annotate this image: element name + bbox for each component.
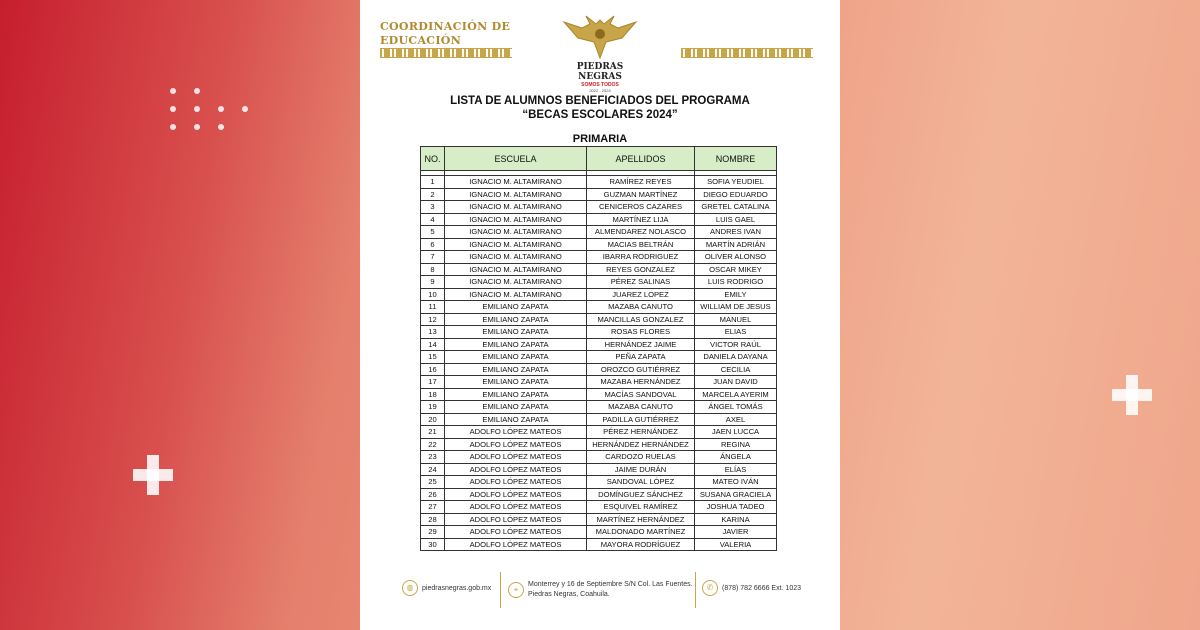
row-school: EMILIANO ZAPATA xyxy=(445,401,587,414)
row-school: IGNACIO M. ALTAMIRANO xyxy=(445,251,587,264)
row-name: VICTOR RAÚL xyxy=(695,338,777,351)
row-surnames: HERNÁNDEZ HERNÁNDEZ xyxy=(587,438,695,451)
row-surnames: REYES GONZALEZ xyxy=(587,263,695,276)
table-row xyxy=(421,401,777,414)
row-name: ÁNGEL TOMÁS xyxy=(695,401,777,414)
row-number: 22 xyxy=(421,438,445,451)
row-name: ELÍAS xyxy=(695,463,777,476)
table-row xyxy=(421,351,777,364)
row-number: 11 xyxy=(421,301,445,314)
row-number: 4 xyxy=(421,213,445,226)
row-name: VALERIA xyxy=(695,538,777,551)
row-surnames: ALMENDAREZ NOLASCO xyxy=(587,226,695,239)
row-number: 19 xyxy=(421,401,445,414)
row-number: 7 xyxy=(421,251,445,264)
row-school: IGNACIO M. ALTAMIRANO xyxy=(445,263,587,276)
row-number: 1 xyxy=(421,176,445,189)
row-school: ADOLFO LÓPEZ MATEOS xyxy=(445,451,587,464)
row-school: IGNACIO M. ALTAMIRANO xyxy=(445,288,587,301)
row-name: JUAN DAVID xyxy=(695,376,777,389)
row-number: 27 xyxy=(421,501,445,514)
row-school: EMILIANO ZAPATA xyxy=(445,326,587,339)
row-school: IGNACIO M. ALTAMIRANO xyxy=(445,276,587,289)
row-name: DIEGO EDUARDO xyxy=(695,188,777,201)
table-body xyxy=(421,171,777,551)
table-row xyxy=(421,426,777,439)
row-name: AXEL xyxy=(695,413,777,426)
row-name: JOSHUA TADEO xyxy=(695,501,777,514)
table-row xyxy=(421,338,777,351)
table-row xyxy=(421,326,777,339)
row-surnames: GUZMAN MARTÍNEZ xyxy=(587,188,695,201)
row-name: MANUEL xyxy=(695,313,777,326)
table-row xyxy=(421,413,777,426)
column-header: APELLIDOS xyxy=(587,147,695,171)
plus-decoration-left xyxy=(133,455,173,495)
row-school: EMILIANO ZAPATA xyxy=(445,363,587,376)
document-title: LISTA DE ALUMNOS BENEFICIADOS DEL PROGRAMA “BECAS ESCOLARES 2024” xyxy=(450,95,750,121)
row-school: IGNACIO M. ALTAMIRANO xyxy=(445,176,587,189)
row-number: 18 xyxy=(421,388,445,401)
table-row xyxy=(421,251,777,264)
row-name: MARCELA AYERIM xyxy=(695,388,777,401)
row-number: 26 xyxy=(421,488,445,501)
document-footer xyxy=(360,572,840,608)
row-number: 15 xyxy=(421,351,445,364)
row-number: 6 xyxy=(421,238,445,251)
table-row xyxy=(421,376,777,389)
row-number: 20 xyxy=(421,413,445,426)
row-number: 12 xyxy=(421,313,445,326)
address-line1: Monterrey y 16 de Septiembre S/N Col. Las Fuentes. xyxy=(528,581,693,588)
greek-border-right xyxy=(681,48,813,58)
table-row xyxy=(421,501,777,514)
row-school: IGNACIO M. ALTAMIRANO xyxy=(445,201,587,214)
row-surnames: IBARRA RODRIGUEZ xyxy=(587,251,695,264)
row-school: ADOLFO LÓPEZ MATEOS xyxy=(445,501,587,514)
row-name: OLIVER ALONSO xyxy=(695,251,777,264)
column-header: NO. xyxy=(421,147,445,171)
table-row xyxy=(421,476,777,489)
row-number: 5 xyxy=(421,226,445,239)
row-surnames: MACIAS BELTRÁN xyxy=(587,238,695,251)
row-name: DANIELA DAYANA xyxy=(695,351,777,364)
row-school: EMILIANO ZAPATA xyxy=(445,413,587,426)
row-surnames: MARTÍNEZ LIJA xyxy=(587,213,695,226)
row-number: 30 xyxy=(421,538,445,551)
row-school: EMILIANO ZAPATA xyxy=(445,313,587,326)
row-name: EMILY xyxy=(695,288,777,301)
row-number: 8 xyxy=(421,263,445,276)
table-row xyxy=(421,201,777,214)
row-surnames: PÉREZ HERNÁNDEZ xyxy=(587,426,695,439)
row-number: 14 xyxy=(421,338,445,351)
row-school: EMILIANO ZAPATA xyxy=(445,376,587,389)
row-school: EMILIANO ZAPATA xyxy=(445,301,587,314)
row-school: EMILIANO ZAPATA xyxy=(445,351,587,364)
website-text: piedrasnegras.gob.mx xyxy=(422,584,492,592)
table-row xyxy=(421,176,777,189)
table-row xyxy=(421,451,777,464)
table-row xyxy=(421,188,777,201)
row-name: CECILIA xyxy=(695,363,777,376)
row-surnames: MAZABA CANUTO xyxy=(587,401,695,414)
footer-divider xyxy=(695,572,696,608)
org-name: COORDINACIÓN DE EDUCACIÓN xyxy=(380,20,511,47)
table-row xyxy=(421,538,777,551)
row-name: REGINA xyxy=(695,438,777,451)
row-school: ADOLFO LÓPEZ MATEOS xyxy=(445,426,587,439)
row-surnames: SANDOVAL LÓPEZ xyxy=(587,476,695,489)
table-row xyxy=(421,513,777,526)
table-row xyxy=(421,238,777,251)
address-item xyxy=(508,580,693,600)
row-surnames: OROZCO GUTIÉRREZ xyxy=(587,363,695,376)
row-surnames: PÉREZ SALINAS xyxy=(587,276,695,289)
row-number: 29 xyxy=(421,526,445,539)
row-school: ADOLFO LÓPEZ MATEOS xyxy=(445,463,587,476)
row-name: GRETEL CATALINA xyxy=(695,201,777,214)
row-surnames: MALDONADO MARTÍNEZ xyxy=(587,526,695,539)
row-number: 23 xyxy=(421,451,445,464)
row-number: 17 xyxy=(421,376,445,389)
table-row xyxy=(421,301,777,314)
document-page xyxy=(360,0,840,630)
greek-border-left xyxy=(380,48,512,58)
row-surnames: DOMÍNGUEZ SÁNCHEZ xyxy=(587,488,695,501)
row-school: ADOLFO LÓPEZ MATEOS xyxy=(445,438,587,451)
row-surnames: PEÑA ZAPATA xyxy=(587,351,695,364)
column-header: NOMBRE xyxy=(695,147,777,171)
row-surnames: PADILLA GUTIÉRREZ xyxy=(587,413,695,426)
beneficiaries-table xyxy=(420,146,777,551)
row-name: ELIAS xyxy=(695,326,777,339)
table-row xyxy=(421,226,777,239)
address-line2: Piedras Negras, Coahuila. xyxy=(528,591,610,598)
row-school: EMILIANO ZAPATA xyxy=(445,338,587,351)
decorative-dots xyxy=(170,88,250,136)
row-number: 10 xyxy=(421,288,445,301)
row-number: 21 xyxy=(421,426,445,439)
table-row xyxy=(421,363,777,376)
table-row xyxy=(421,488,777,501)
row-number: 28 xyxy=(421,513,445,526)
row-surnames: JAIME DURÁN xyxy=(587,463,695,476)
row-school: IGNACIO M. ALTAMIRANO xyxy=(445,213,587,226)
row-name: MARTÍN ADRIÁN xyxy=(695,238,777,251)
row-name: OSCAR MIKEY xyxy=(695,263,777,276)
table-row xyxy=(421,276,777,289)
table-row xyxy=(421,213,777,226)
row-school: IGNACIO M. ALTAMIRANO xyxy=(445,188,587,201)
row-number: 13 xyxy=(421,326,445,339)
table-row xyxy=(421,288,777,301)
table-row xyxy=(421,388,777,401)
phone-item xyxy=(702,580,801,596)
row-surnames: CARDOZO RUELAS xyxy=(587,451,695,464)
row-school: ADOLFO LÓPEZ MATEOS xyxy=(445,526,587,539)
row-surnames: ESQUIVEL RAMÍREZ xyxy=(587,501,695,514)
row-school: ADOLFO LÓPEZ MATEOS xyxy=(445,488,587,501)
table-row xyxy=(421,463,777,476)
eagle-icon xyxy=(560,14,640,62)
row-school: IGNACIO M. ALTAMIRANO xyxy=(445,226,587,239)
row-name: LUIS GAEL xyxy=(695,213,777,226)
row-surnames: CENICEROS CAZARES xyxy=(587,201,695,214)
row-school: EMILIANO ZAPATA xyxy=(445,388,587,401)
row-surnames: MANCILLAS GONZALEZ xyxy=(587,313,695,326)
row-surnames: MACÍAS SANDOVAL xyxy=(587,388,695,401)
row-name: MATEO IVÁN xyxy=(695,476,777,489)
row-school: ADOLFO LÓPEZ MATEOS xyxy=(445,538,587,551)
row-number: 3 xyxy=(421,201,445,214)
phone-text: (878) 782 6666 Ext. 1023 xyxy=(722,584,802,592)
row-surnames: HERNÁNDEZ JAIME xyxy=(587,338,695,351)
row-number: 16 xyxy=(421,363,445,376)
row-number: 25 xyxy=(421,476,445,489)
row-school: IGNACIO M. ALTAMIRANO xyxy=(445,238,587,251)
table-row xyxy=(421,313,777,326)
plus-decoration-right xyxy=(1112,375,1152,415)
row-name: ÁNGELA xyxy=(695,451,777,464)
row-surnames: RAMÍREZ REYES xyxy=(587,176,695,189)
row-surnames: MAYORA RODRÍGUEZ xyxy=(587,538,695,551)
row-surnames: JUAREZ LOPEZ xyxy=(587,288,695,301)
table-row xyxy=(421,526,777,539)
table-row xyxy=(421,263,777,276)
row-number: 24 xyxy=(421,463,445,476)
row-surnames: MARTÍNEZ HERNÁNDEZ xyxy=(587,513,695,526)
row-name: SOFIA YEUDIEL xyxy=(695,176,777,189)
row-name: JAEN LUCCA xyxy=(695,426,777,439)
table-row xyxy=(421,438,777,451)
row-name: LUIS RODRIGO xyxy=(695,276,777,289)
row-name: JAVIER xyxy=(695,526,777,539)
section-title: PRIMARIA xyxy=(572,133,628,145)
website-item xyxy=(402,580,491,596)
row-name: SUSANA GRACIELA xyxy=(695,488,777,501)
table-header-row xyxy=(421,147,777,171)
column-header: ESCUELA xyxy=(445,147,587,171)
phone-icon: ✆ xyxy=(702,580,718,596)
row-name: ANDRES IVAN xyxy=(695,226,777,239)
row-number: 2 xyxy=(421,188,445,201)
row-surnames: MAZABA HERNÁNDEZ xyxy=(587,376,695,389)
row-school: ADOLFO LÓPEZ MATEOS xyxy=(445,476,587,489)
row-number: 9 xyxy=(421,276,445,289)
row-school: ADOLFO LÓPEZ MATEOS xyxy=(445,513,587,526)
location-icon: ⌖ xyxy=(508,582,524,598)
globe-icon: ◍ xyxy=(402,580,418,596)
row-name: KARINA xyxy=(695,513,777,526)
footer-divider xyxy=(500,572,501,608)
eagle-logo: PIEDRAS NEGRAS SOMOS TODOS 2022 - 2024 xyxy=(556,14,644,96)
row-surnames: MAZABA CANUTO xyxy=(587,301,695,314)
row-surnames: ROSAS FLORES xyxy=(587,326,695,339)
row-name: WILLIAM DE JESUS xyxy=(695,301,777,314)
